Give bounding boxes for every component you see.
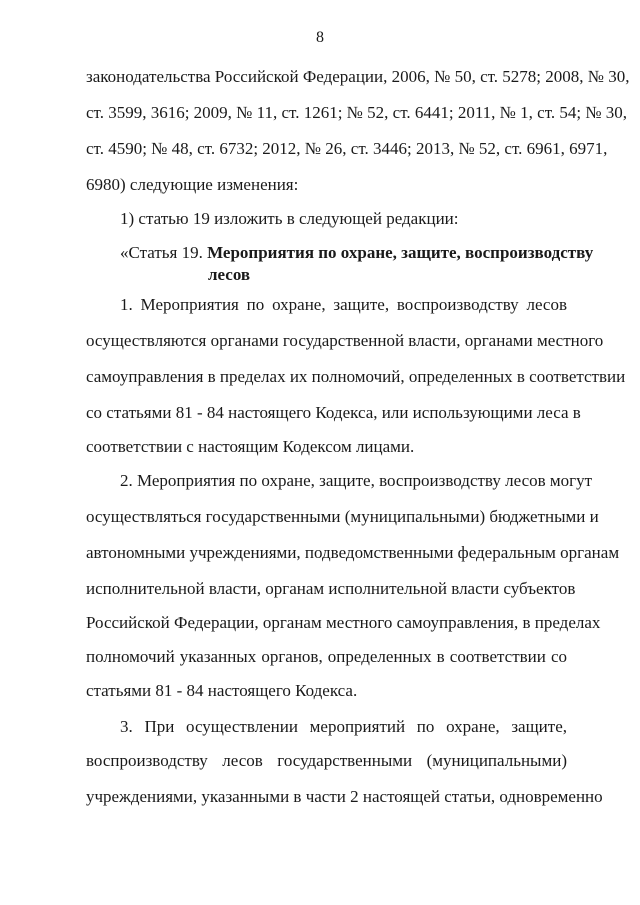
- intro-line: законодательства Российской Федерации, 2006, № 50, ст. 5278; 2008, № 30,: [86, 67, 630, 86]
- page-number: 8: [316, 29, 324, 46]
- paragraph-2-line: 2. Мероприятия по охране, защите, воспроизводству лесов могут: [120, 471, 593, 490]
- paragraph-2-line: осуществляться государственными (муниципальными) бюджетными и: [86, 507, 599, 526]
- paragraph-2-line: Российской Федерации, органам местного самоуправления, в пределах: [86, 613, 601, 632]
- paragraph-1-line: со статьями 81 - 84 настоящего Кодекса, или использующими леса в: [86, 403, 581, 422]
- paragraph-1-line: 1. Мероприятия по охране, защите, воспроизводству лесов: [120, 295, 567, 314]
- article-title-continued: лесов: [208, 265, 251, 284]
- paragraph-2-line: статьями 81 - 84 настоящего Кодекса.: [86, 681, 358, 700]
- paragraph-1-line: соответствии с настоящим Кодексом лицами.: [86, 437, 415, 456]
- paragraph-2-line: полномочий указанных органов, определенных в соответствии со: [86, 647, 567, 666]
- intro-line: 6980) следующие изменения:: [86, 175, 299, 194]
- paragraph-1-line: самоуправления в пределах их полномочий, определенных в соответствии: [86, 367, 626, 386]
- paragraph-1-line: осуществляются органами государственной власти, органами местного: [86, 331, 604, 350]
- paragraph-3-line: учреждениями, указанными в части 2 настоящей статьи, одновременно: [86, 787, 603, 806]
- article-label: «Статья 19.: [120, 243, 203, 262]
- amendment-item: 1) статью 19 изложить в следующей редакции:: [120, 209, 459, 228]
- paragraph-3-line: 3. При осуществлении мероприятий по охране, защите,: [120, 717, 567, 736]
- intro-line: ст. 3599, 3616; 2009, № 11, ст. 1261; № 52, ст. 6441; 2011, № 1, ст. 54; № 30,: [86, 103, 628, 122]
- paragraph-2-line: исполнительной власти, органам исполнительной власти субъектов: [86, 579, 576, 598]
- paragraph-2-line: автономными учреждениями, подведомственными федеральным органам: [86, 543, 620, 562]
- paragraph-3-line: воспроизводству лесов государственными (муниципальными): [86, 751, 567, 770]
- intro-line: ст. 4590; № 48, ст. 6732; 2012, № 26, ст. 3446; 2013, № 52, ст. 6961, 6971,: [86, 139, 608, 158]
- article-title: Мероприятия по охране, защите, воспроизводству: [207, 243, 594, 262]
- article-heading: [120, 242, 594, 286]
